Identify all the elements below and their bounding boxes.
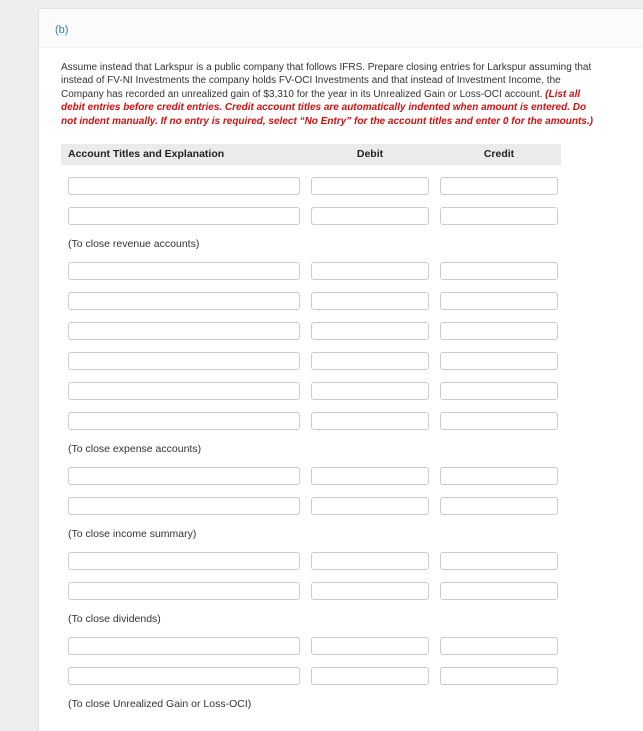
- journal-entry-row: [61, 637, 561, 655]
- part-label: (b): [55, 24, 69, 36]
- journal-table-body: [61, 177, 561, 710]
- account-title-input[interactable]: [68, 582, 300, 600]
- journal-entry-row: [61, 582, 561, 600]
- question-panel: [38, 8, 643, 731]
- journal-entry-row: [61, 382, 561, 400]
- journal-entry-row: [61, 207, 561, 225]
- credit-amount-input[interactable]: [440, 292, 558, 310]
- credit-amount-input[interactable]: [440, 497, 558, 515]
- instructions-text: Assume instead that Larkspur is a public company that follows IFRS. Prepare closing entries for Larkspur assuming that instead of FV-NI Investments the company holds FV-OCI Investments and that instead of Investment Income, the Company has recorded an unrealized gain of $3,310 for the year in its Unrealized Gain or Loss-OCI account.: [61, 62, 592, 100]
- credit-amount-input[interactable]: [440, 352, 558, 370]
- debit-amount-input[interactable]: [311, 467, 429, 485]
- part-header: [39, 9, 643, 48]
- account-title-input[interactable]: [68, 207, 300, 225]
- section-caption: (To close revenue accounts): [68, 237, 200, 250]
- debit-amount-input[interactable]: [311, 667, 429, 685]
- credit-amount-input[interactable]: [440, 262, 558, 280]
- account-title-input[interactable]: [68, 382, 300, 400]
- debit-amount-input[interactable]: [311, 352, 429, 370]
- instructions-red-note: (List all debit entries before credit entries. Credit account titles are automatically indented when amount is entered. Do not indent manually. If no entry is required, select “No Entry” for the account titles and enter 0 for the amounts.): [61, 88, 593, 127]
- page-background: [0, 8, 643, 708]
- account-title-input[interactable]: [68, 322, 300, 340]
- journal-entry-row: [61, 467, 561, 485]
- account-title-input[interactable]: [68, 467, 300, 485]
- credit-amount-input[interactable]: [440, 637, 558, 655]
- credit-amount-input[interactable]: [440, 207, 558, 225]
- section-caption: (To close income summary): [68, 527, 197, 540]
- credit-amount-input[interactable]: [440, 177, 558, 195]
- account-title-input[interactable]: [68, 412, 300, 430]
- account-title-input[interactable]: [68, 292, 300, 310]
- credit-amount-input[interactable]: [440, 382, 558, 400]
- journal-entry-row: [61, 412, 561, 430]
- section-caption: (To close expense accounts): [68, 442, 202, 455]
- credit-amount-input[interactable]: [440, 552, 558, 570]
- journal-entry-row: [61, 177, 561, 195]
- column-header-account-titles: Account Titles and Explanation: [68, 148, 225, 161]
- instructions: [61, 61, 598, 128]
- account-title-input[interactable]: [68, 637, 300, 655]
- section-caption: (To close Unrealized Gain or Loss-OCI): [68, 697, 252, 710]
- credit-amount-input[interactable]: [440, 582, 558, 600]
- journal-entry-row: [61, 322, 561, 340]
- account-title-input[interactable]: [68, 552, 300, 570]
- debit-amount-input[interactable]: [311, 262, 429, 280]
- debit-amount-input[interactable]: [311, 382, 429, 400]
- journal-entry-row: [61, 552, 561, 570]
- credit-amount-input[interactable]: [440, 467, 558, 485]
- debit-amount-input[interactable]: [311, 322, 429, 340]
- account-title-input[interactable]: [68, 497, 300, 515]
- account-title-input[interactable]: [68, 667, 300, 685]
- column-header-debit: Debit: [356, 148, 384, 161]
- journal-entry-row: [61, 667, 561, 685]
- panel-body: [39, 48, 643, 731]
- credit-amount-input[interactable]: [440, 667, 558, 685]
- debit-amount-input[interactable]: [311, 292, 429, 310]
- credit-amount-input[interactable]: [440, 412, 558, 430]
- debit-amount-input[interactable]: [311, 207, 429, 225]
- journal-entry-row: [61, 497, 561, 515]
- account-title-input[interactable]: [68, 177, 300, 195]
- journal-entry-row: [61, 262, 561, 280]
- journal-table: [61, 144, 561, 710]
- column-header-credit: Credit: [483, 148, 515, 161]
- debit-amount-input[interactable]: [311, 412, 429, 430]
- debit-amount-input[interactable]: [311, 497, 429, 515]
- debit-amount-input[interactable]: [311, 177, 429, 195]
- journal-entry-row: [61, 352, 561, 370]
- account-title-input[interactable]: [68, 352, 300, 370]
- debit-amount-input[interactable]: [311, 637, 429, 655]
- journal-entry-row: [61, 292, 561, 310]
- debit-amount-input[interactable]: [311, 552, 429, 570]
- credit-amount-input[interactable]: [440, 322, 558, 340]
- account-title-input[interactable]: [68, 262, 300, 280]
- journal-table-header: [61, 144, 561, 165]
- debit-amount-input[interactable]: [311, 582, 429, 600]
- section-caption: (To close dividends): [68, 612, 161, 625]
